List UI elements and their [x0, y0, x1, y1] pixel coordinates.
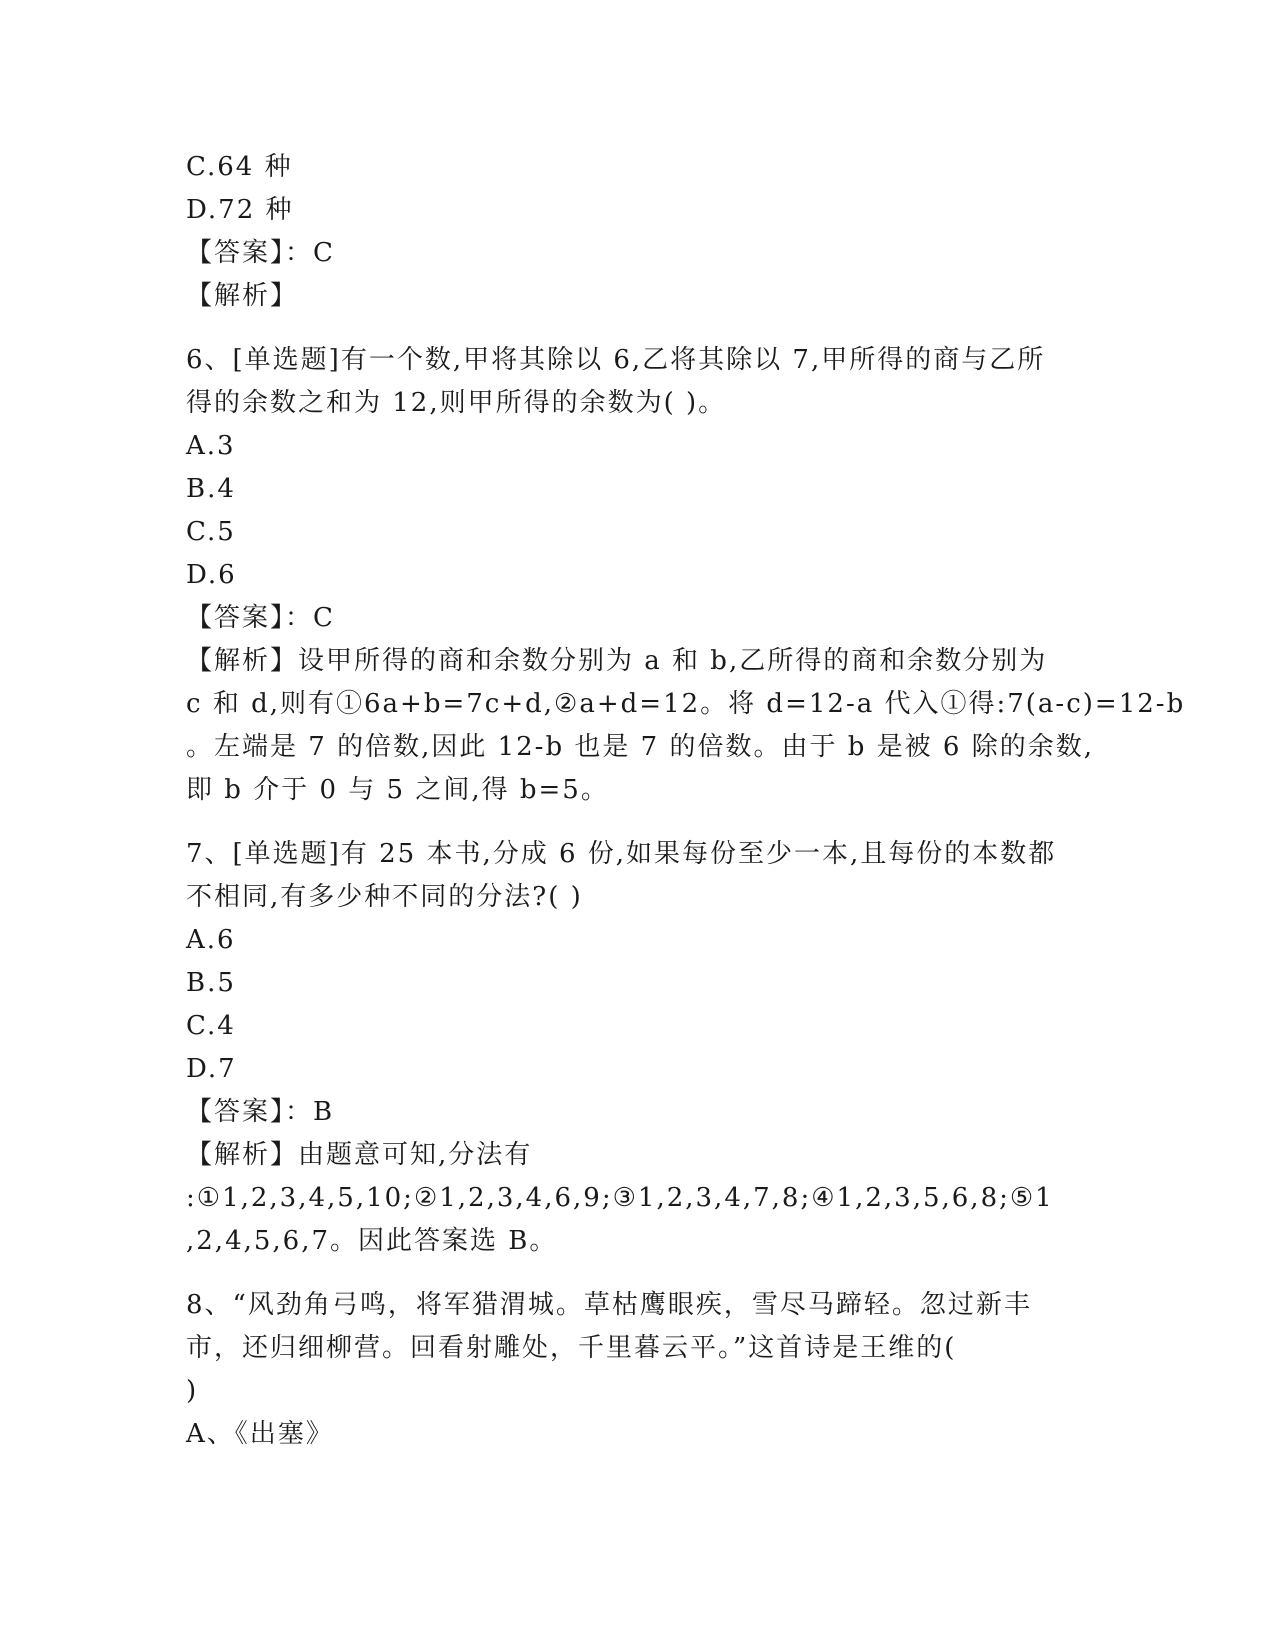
q6-option-c: C.5 [186, 517, 236, 547]
q7-stem-line2: 不相同,有多少种不同的分法?( ) [186, 882, 583, 912]
q5-option-c: C.64 种 [186, 152, 293, 182]
q7-option-a: A.6 [186, 925, 236, 955]
q7-analysis-line1: 【解析】由题意可知,分法有 [186, 1140, 533, 1170]
spacer [186, 812, 1086, 833]
spacer [186, 318, 1086, 339]
q5-option-d: D.72 种 [186, 195, 294, 225]
q7-stem-line1: 7、[单选题]有 25 本书,分成 6 份,如果每份至少一本,且每份的本数都 [186, 839, 1057, 869]
q6-analysis-line2: c 和 d,则有①6a+b=7c+d,②a+d=12。将 d=12-a 代入①得:7(a-c)=12-b [186, 689, 1186, 719]
q8-option-a: A、《出塞》 [186, 1419, 334, 1449]
q6-analysis-line3: 。左端是 7 的倍数,因此 12-b 也是 7 的倍数。由于 b 是被 6 除的余数, [186, 732, 1094, 762]
q6-stem-line2: 得的余数之和为 12,则甲所得的余数为( )。 [186, 388, 727, 418]
q7-option-b: B.5 [186, 968, 236, 998]
q5-answer: 【答案】：C [186, 238, 335, 268]
q6-analysis-line1: 【解析】设甲所得的商和余数分别为 a 和 b,乙所得的商和余数分别为 [186, 646, 1048, 676]
q8-stem-line1: 8、“风劲角弓鸣，将军猎渭城。草枯鹰眼疾，雪尽马蹄轻。忽过新丰 [186, 1290, 1032, 1320]
q6-option-a: A.3 [186, 431, 236, 461]
q6-stem-line1: 6、[单选题]有一个数,甲将其除以 6,乙将其除以 7,甲所得的商与乙所 [186, 345, 1046, 375]
q7-answer: 【答案】：B [186, 1097, 335, 1127]
q7-option-c: C.4 [186, 1011, 236, 1041]
q5-analysis: 【解析】 [186, 281, 299, 311]
q6-option-d: D.6 [186, 560, 237, 590]
q8-stem-line3: ) [186, 1376, 199, 1406]
spacer [186, 1263, 1086, 1284]
q7-analysis-line2: :①1,2,3,4,5,10;②1,2,3,4,6,9;③1,2,3,4,7,8;④1,2,3,5,6,8;⑤1 [186, 1183, 1054, 1213]
q7-option-d: D.7 [186, 1054, 237, 1084]
q7-analysis-line3: ,2,4,5,6,7。因此答案选 B。 [186, 1226, 558, 1256]
q6-analysis-line4: 即 b 介于 0 与 5 之间,得 b=5。 [186, 775, 609, 805]
q6-option-b: B.4 [186, 474, 236, 504]
q8-stem-line2: 市，还归细柳营。回看射雕处，千里暮云平。”这首诗是王维的( [186, 1333, 957, 1363]
document-body [186, 146, 1186, 1456]
q6-answer: 【答案】：C [186, 603, 335, 633]
